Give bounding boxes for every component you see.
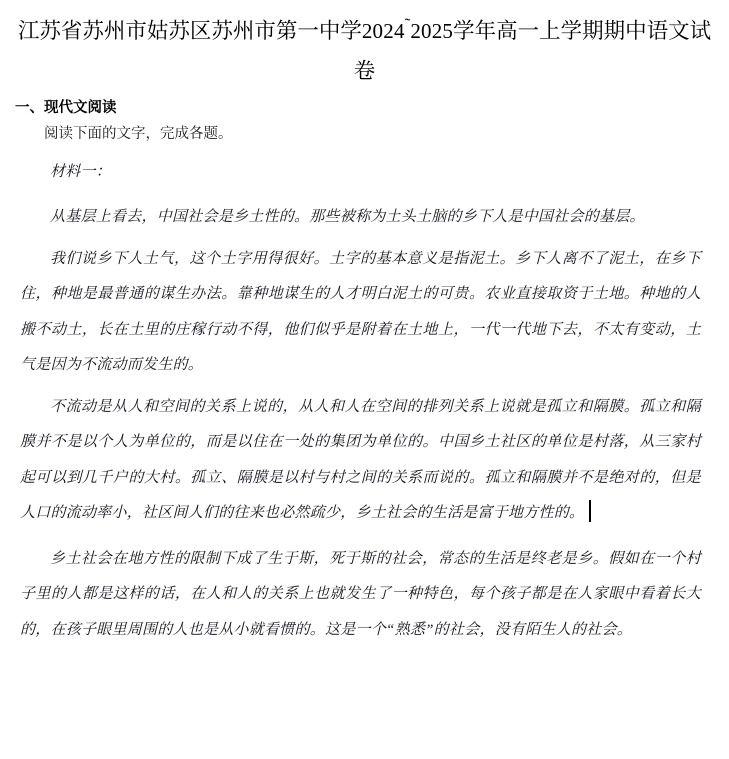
page-title-suffix: 学年高一上 bbox=[453, 19, 561, 43]
section-instruction: 阅读下面的文字，完成各题。 bbox=[44, 126, 233, 142]
body-paragraph-2: 我们说乡下人土气，这个土字用得很好。土字的基本意义是指泥土。乡下人离不了泥土，在乡下住，种地是最普通的谋生办法。靠种地谋生的人才明白泥土的可贵。农业直接取资于土地。种地的人搬不动土，长在土里的庄稼行动不得，他们似乎是附着在土地上，一代一代地下去，不太有变动，土气是因为不流动而发生的。 bbox=[20, 250, 701, 373]
page-title-prefix: 江苏省苏州市姑苏区苏州市第一中学 bbox=[17, 19, 362, 43]
material-body-divider bbox=[0, 190, 729, 200]
page-title-year-start: 2024 bbox=[361, 19, 405, 43]
body-paragraph-3 bbox=[0, 390, 729, 532]
page-title bbox=[0, 0, 729, 91]
body-paragraph-3-text: 不流动是从人和空间的关系上说的，从人和人在空间的排列关系上说就是孤立和隔膜。孤立和隔膜并不是以个人为单位的，而是以住在一处的集团为单位的。中国乡土社区的单位是村落，从三家村起可以到几千户的大村。孤立、隔膜是以村与村之间的关系而说的。孤立和隔膜并不是绝对的，但是人口的流动率小，社区间人们的往来也必然疏少，乡土社会的生活是富于地方性的。 bbox=[20, 398, 701, 521]
text-cursor-caret[interactable] bbox=[589, 500, 591, 522]
paragraph-gap-3 bbox=[0, 532, 729, 542]
body-paragraph-1: 从基层上看去，中国社会是乡土性的。那些被称为土头土脑的乡下人是中国社会的基层。 bbox=[50, 209, 645, 225]
page-title-year-separator: ˜ bbox=[404, 15, 411, 34]
page-title-year-end: 2025 bbox=[410, 19, 454, 43]
body-paragraph-4: 乡土社会在地方性的限制下成了生于斯，死于斯的社会，常态的生活是终老是乡。假如在一个村子里的人都是这样的话，在人和人的关系上也就发生了一种特色，每个孩子都是在人家眼中看着长大的，在孩子眼里周围的人也是从小就看惯的。这是一个“熟悉”的社会，没有陌生人的社会。 bbox=[20, 550, 701, 638]
material-label: 材料一： bbox=[50, 164, 112, 180]
page-title-line-2: 学期期中语文试卷 bbox=[353, 19, 712, 83]
section-heading: 一、现代文阅读 bbox=[15, 100, 117, 116]
